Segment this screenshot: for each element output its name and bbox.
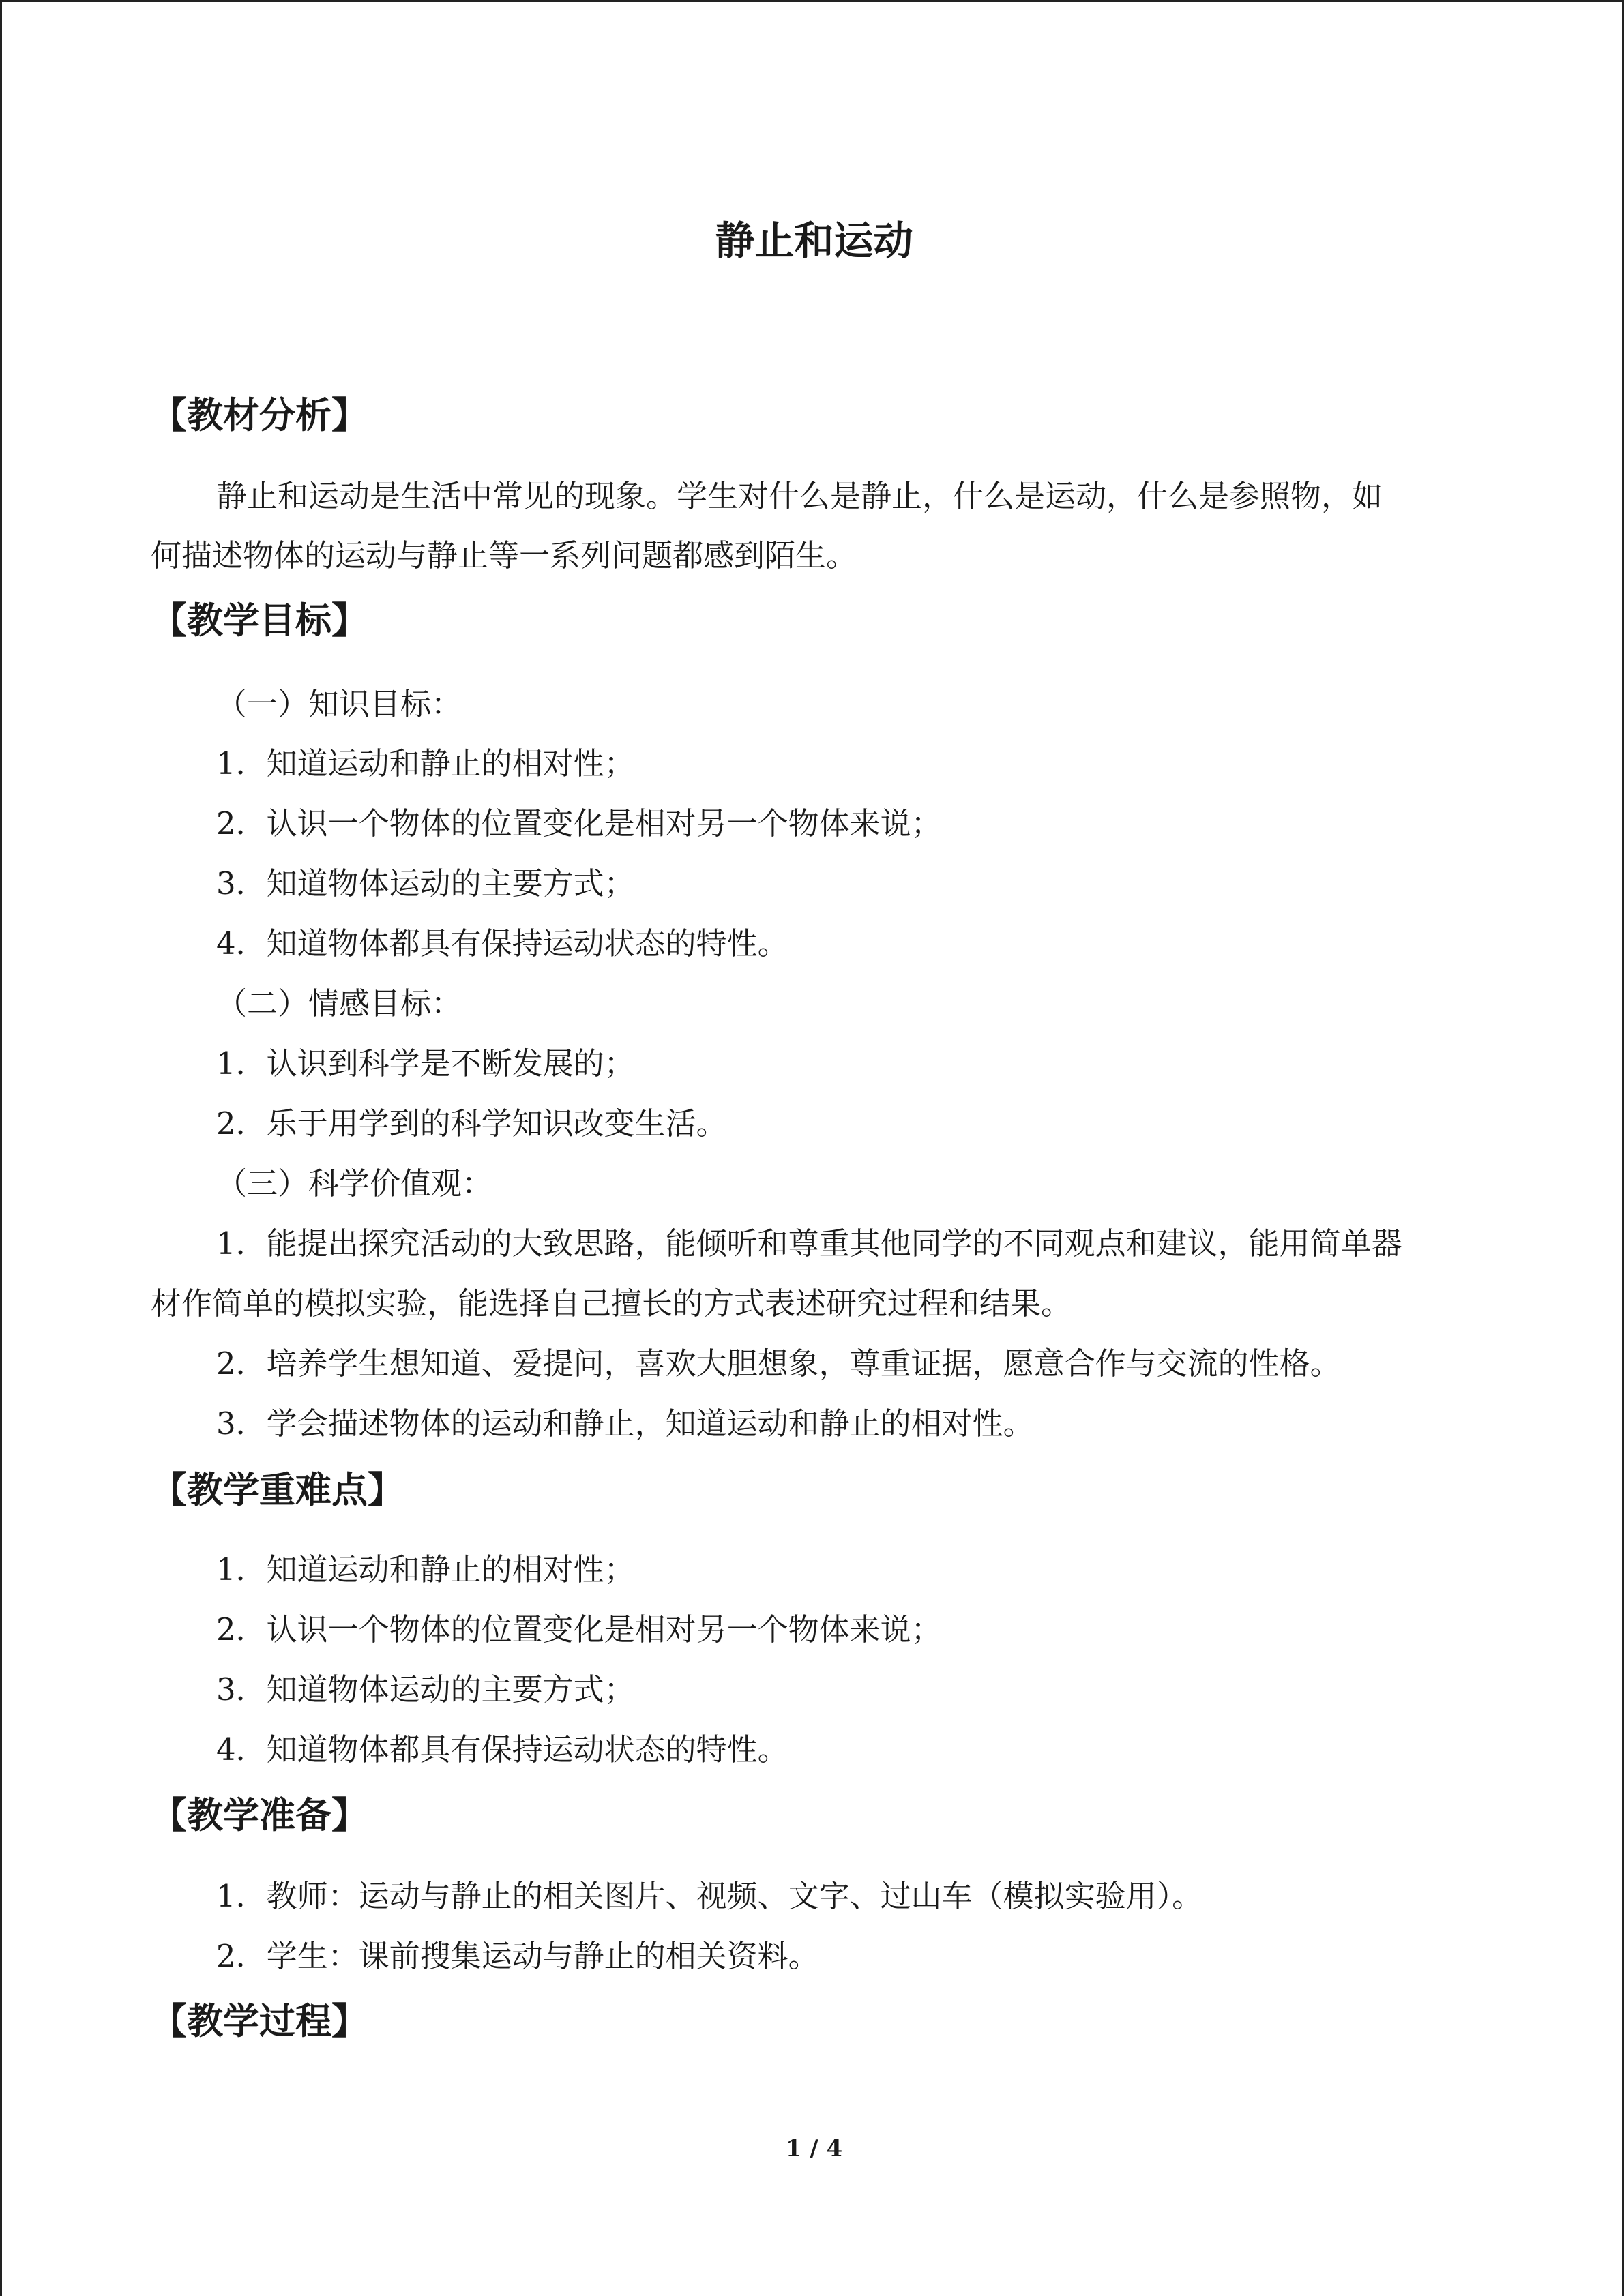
list-item: 1．能提出探究活动的大致思路，能倾听和尊重其他同学的不同观点和建议，能用简单器 <box>216 1225 1402 1262</box>
goal-group-label-knowledge: （一）知识目标： <box>216 686 462 722</box>
document-title: 静止和运动 <box>715 218 913 264</box>
list-item: 1．知道运动和静止的相对性； <box>216 745 635 781</box>
analysis-paragraph-line: 静止和运动是生活中常见的现象。学生对什么是静止，什么是运动，什么是参照物，如 <box>216 478 1383 514</box>
list-item: 4．知道物体都具有保持运动状态的特性。 <box>216 1731 788 1768</box>
list-item: 1．教师：运动与静止的相关图片、视频、文字、过山车（模拟实验用）。 <box>216 1878 1203 1914</box>
section-heading-key-points: 【教学重难点】 <box>151 1470 404 1511</box>
list-item: 2．培养学生想知道、爱提问，喜欢大胆想象，尊重证据，愿意合作与交流的性格。 <box>216 1345 1341 1382</box>
analysis-paragraph-line: 何描述物体的运动与静止等一系列问题都感到陌生。 <box>151 537 857 573</box>
list-item-continuation: 材作简单的模拟实验，能选择自己擅长的方式表述研究过程和结果。 <box>151 1285 1072 1322</box>
list-item: 3．知道物体运动的主要方式； <box>216 1671 635 1708</box>
list-item: 2．乐于用学到的科学知识改变生活。 <box>216 1105 727 1142</box>
list-item: 2．认识一个物体的位置变化是相对另一个物体来说； <box>216 1611 942 1648</box>
list-item: 3．学会描述物体的运动和静止，知道运动和静止的相对性。 <box>216 1405 1034 1442</box>
section-heading-process: 【教学过程】 <box>151 2001 368 2042</box>
goal-group-label-emotion: （二）情感目标： <box>216 985 462 1022</box>
list-item: 1．认识到科学是不断发展的； <box>216 1045 635 1082</box>
goal-group-label-values: （三）科学价值观： <box>216 1165 493 1202</box>
section-heading-goals: 【教学目标】 <box>151 600 368 642</box>
page-number: 1 / 4 <box>785 2135 843 2162</box>
list-item: 2．认识一个物体的位置变化是相对另一个物体来说； <box>216 805 942 841</box>
section-heading-analysis: 【教材分析】 <box>151 395 368 436</box>
list-item: 3．知道物体运动的主要方式； <box>216 865 635 901</box>
section-heading-preparation: 【教学准备】 <box>151 1795 368 1836</box>
list-item: 1．知道运动和静止的相对性； <box>216 1551 635 1587</box>
list-item: 2．学生：课前搜集运动与静止的相关资料。 <box>216 1938 819 1974</box>
list-item: 4．知道物体都具有保持运动状态的特性。 <box>216 925 788 961</box>
